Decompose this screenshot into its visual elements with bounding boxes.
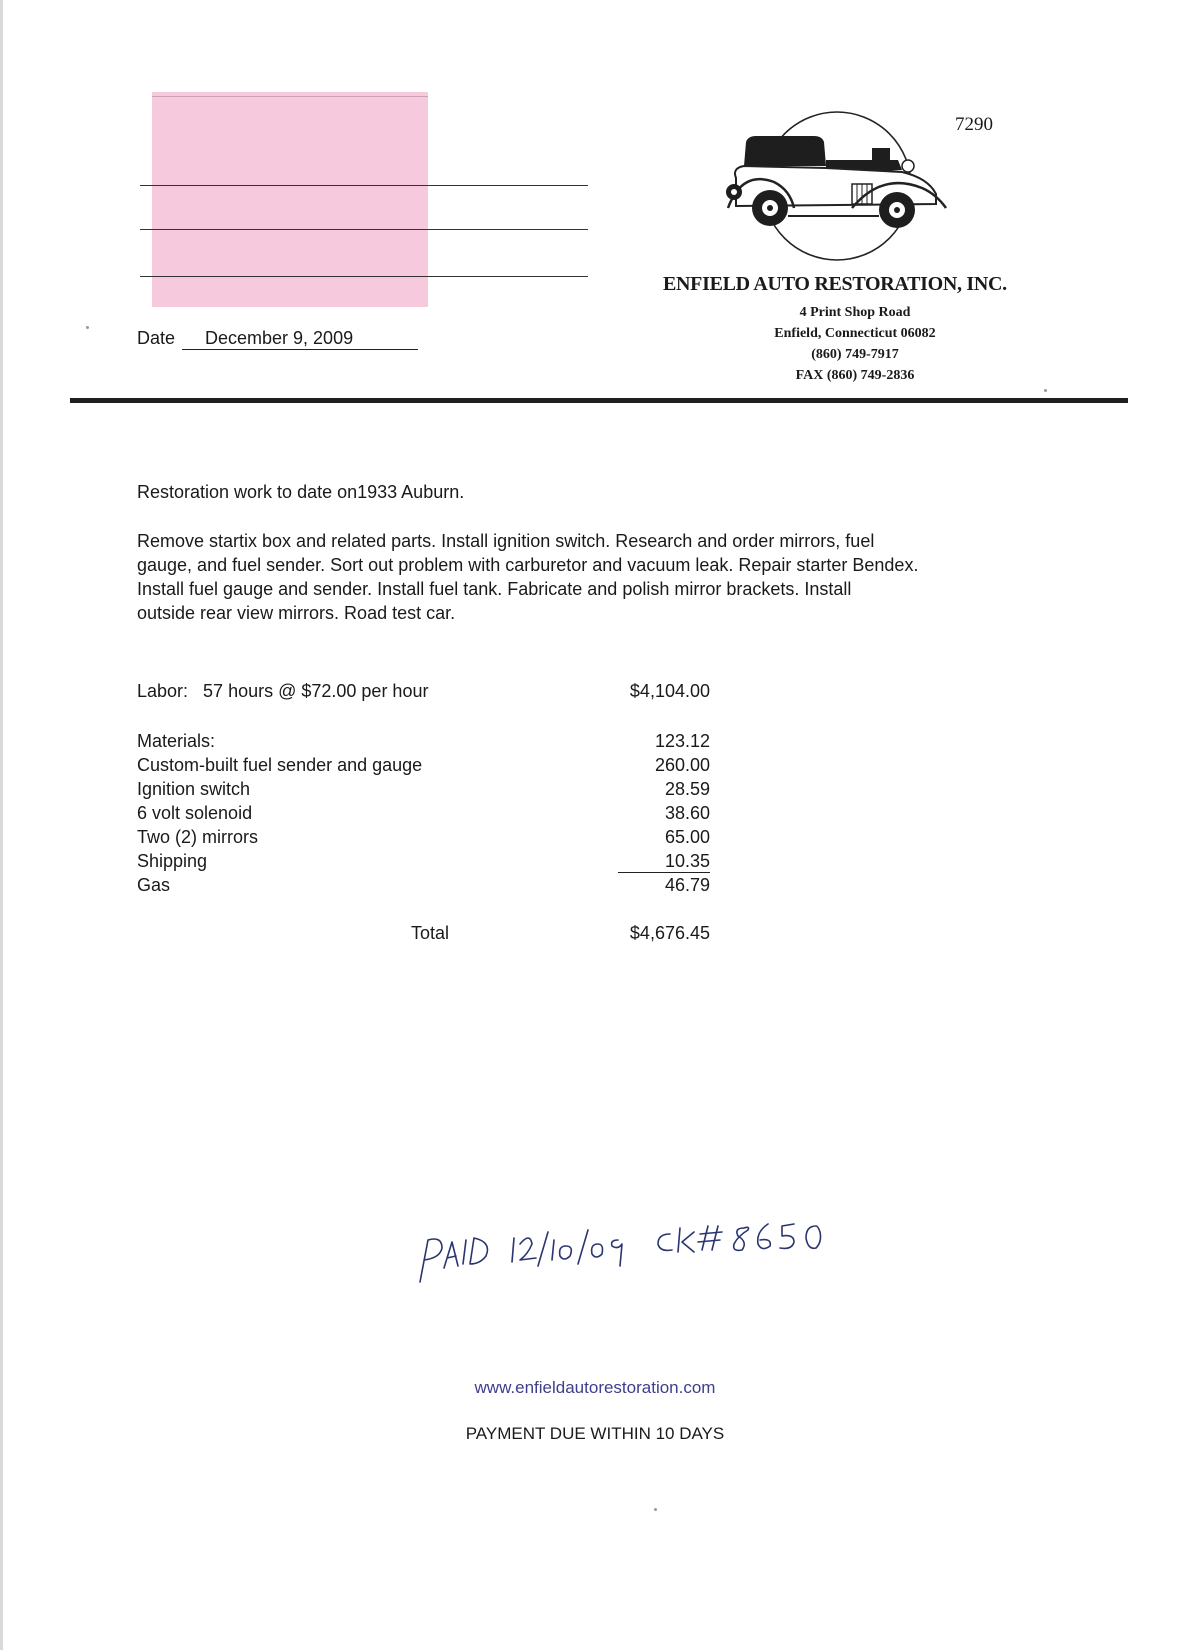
total-label: Total: [411, 923, 450, 943]
work-line: outside rear view mirrors. Road test car.: [137, 603, 456, 623]
address-line-2: [140, 229, 588, 230]
work-line: Install fuel gauge and sender. Install fuel tank. Fabricate and polish mirror brackets. Install: [137, 579, 852, 599]
handwritten-paid-note: [408, 1210, 848, 1290]
materials-amounts: [600, 729, 710, 897]
material-label: Shipping: [137, 851, 208, 871]
work-line: Remove startix box and related parts. Install ignition switch. Research and order mirrors, fuel: [137, 531, 875, 551]
company-address-line1: 4 Print Shop Road: [799, 305, 911, 320]
company-website-link[interactable]: www.enfieldautorestoration.com: [474, 1378, 716, 1397]
material-label: Materials:: [137, 731, 216, 751]
company-address-line2: Enfield, Connecticut 06082: [774, 326, 936, 341]
material-label: Gas: [137, 875, 171, 895]
scan-speck: [1044, 389, 1047, 392]
materials-labels: [137, 729, 422, 897]
material-label: Custom-built fuel sender and gauge: [137, 755, 423, 775]
work-line: gauge, and fuel sender. Sort out problem with carburetor and vacuum leak. Repair starter Bendex.: [137, 555, 919, 575]
material-amount: 65.00: [664, 827, 710, 847]
material-amount: 28.59: [664, 779, 710, 799]
company-phone: (860) 749-7917: [811, 347, 899, 362]
labor-description: Labor: 57 hours @ $72.00 per hour: [137, 681, 429, 701]
date-label: Date: [137, 328, 176, 348]
company-contact-block: [700, 302, 1010, 386]
company-name: ENFIELD AUTO RESTORATION, INC.: [663, 273, 1007, 295]
redaction-block: [152, 92, 428, 307]
material-label: Two (2) mirrors: [137, 827, 258, 847]
labor-amount: $4,104.00: [629, 681, 710, 701]
redaction-top-line: [152, 96, 428, 97]
material-amount-underlined: 46.79: [618, 872, 710, 897]
invoice-number: 7290: [955, 114, 993, 135]
vintage-car-logo: [722, 108, 982, 268]
scan-speck: [86, 326, 89, 329]
date-value: December 9, 2009: [182, 328, 418, 350]
scan-speck: [654, 1508, 657, 1511]
material-amount: 260.00: [654, 755, 710, 775]
material-amount: 38.60: [664, 803, 710, 823]
material-amount: 123.12: [654, 731, 710, 751]
header-divider: [70, 398, 1128, 403]
work-description: [137, 529, 1057, 625]
material-label: Ignition switch: [137, 779, 251, 799]
intro-text: Restoration work to date on1933 Auburn.: [137, 482, 465, 502]
address-line-3: [140, 276, 588, 277]
material-label: 6 volt solenoid: [137, 803, 253, 823]
company-fax: FAX (860) 749-2836: [795, 368, 915, 383]
scan-edge-shadow: [0, 0, 3, 1650]
payment-terms: PAYMENT DUE WITHIN 10 DAYS: [465, 1424, 725, 1443]
address-line-1: [140, 185, 588, 186]
material-amount: 10.35: [664, 851, 710, 871]
total-amount: $4,676.45: [629, 923, 710, 943]
